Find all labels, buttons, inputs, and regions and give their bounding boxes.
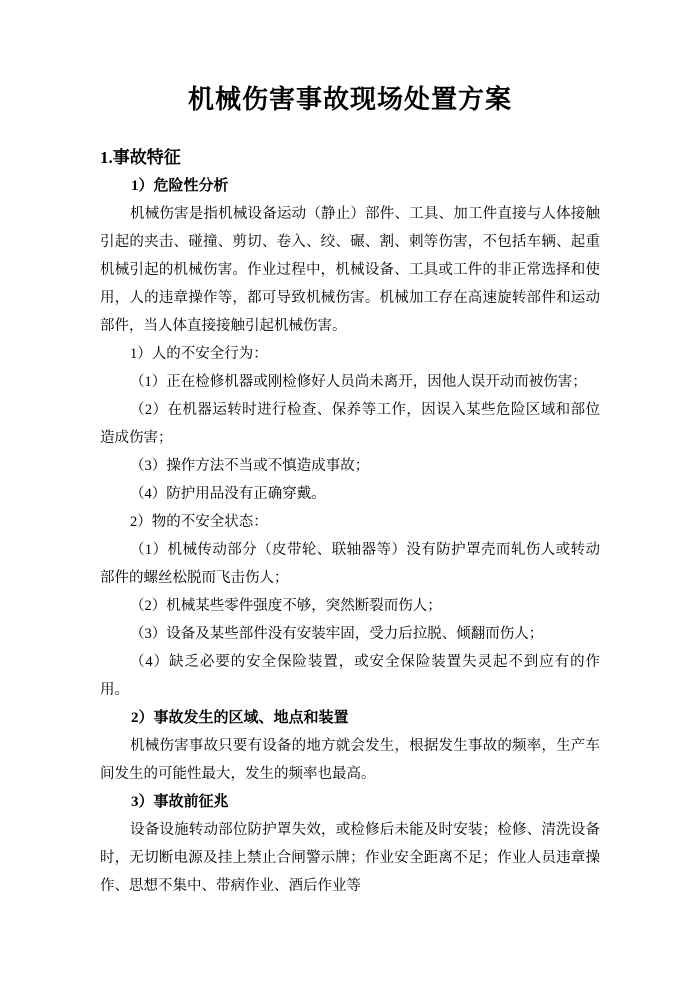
doc-paragraph: （1）机械传动部分（皮带轮、联轴器等）没有防护罩壳而轧伤人或转动部件的螺丝松脱而飞击伤人； [100, 542, 600, 586]
doc-paragraph: 机械伤害事故只要有设备的地方就会发生，根据发生事故的频率，生产车间发生的可能性最大，发生的频率也最高。 [100, 738, 600, 782]
doc-subheading: 3）事故前征兆 [131, 794, 229, 810]
document-body [100, 172, 600, 900]
doc-paragraph: （2）在机器运转时进行检查、保养等工作，因误入某些危险区域和部位造成伤害； [100, 402, 600, 446]
document-title: 机械伤害事故现场处置方案 [187, 85, 512, 114]
doc-paragraph: （4）缺乏必要的安全保险装置，或安全保险装置失灵起不到应有的作用。 [100, 654, 600, 698]
doc-paragraph: 1）人的不安全行为： [130, 346, 268, 362]
doc-subheading: 2）事故发生的区域、地点和装置 [131, 710, 349, 726]
doc-paragraph: 机械伤害是指机械设备运动（静止）部件、工具、加工件直接与人体接触引起的夹击、碰撞、剪切、卷入、绞、碾、割、刺等伤害，不包括车辆、起重机械引起的机械伤害。作业过程中，机械设备、工具或工件的非正常选择和使用，人的违章操作等，都可导致机械伤害。机械加工存在高速旋转部件和运动部件，当人体直接接触引起机械伤害。 [100, 206, 600, 334]
doc-paragraph: （4）防护用品没有正确穿戴。 [130, 486, 326, 502]
doc-paragraph: （3）设备及某些部件没有安装牢固，受力后拉脱、倾翻而伤人； [130, 626, 544, 642]
doc-subheading: 1）危险性分析 [131, 178, 229, 194]
doc-paragraph: （3）操作方法不当或不慎造成事故； [130, 458, 370, 474]
doc-paragraph: （2）机械某些零件强度不够，突然断裂而伤人； [130, 598, 442, 614]
doc-paragraph: （1）正在检修机器或刚检修好人员尚未离开，因他人误开动而被伤害； [130, 374, 587, 390]
doc-paragraph: 设备设施转动部位防护罩失效，或检修后未能及时安装；检修、清洗设备时，无切断电源及挂上禁止合闸警示牌；作业安全距离不足；作业人员违章操作、思想不集中、带病作业、酒后作业等 [100, 822, 600, 894]
section-heading: 1.事故特征 [100, 148, 181, 167]
doc-paragraph: 2）物的不安全状态： [130, 514, 268, 530]
